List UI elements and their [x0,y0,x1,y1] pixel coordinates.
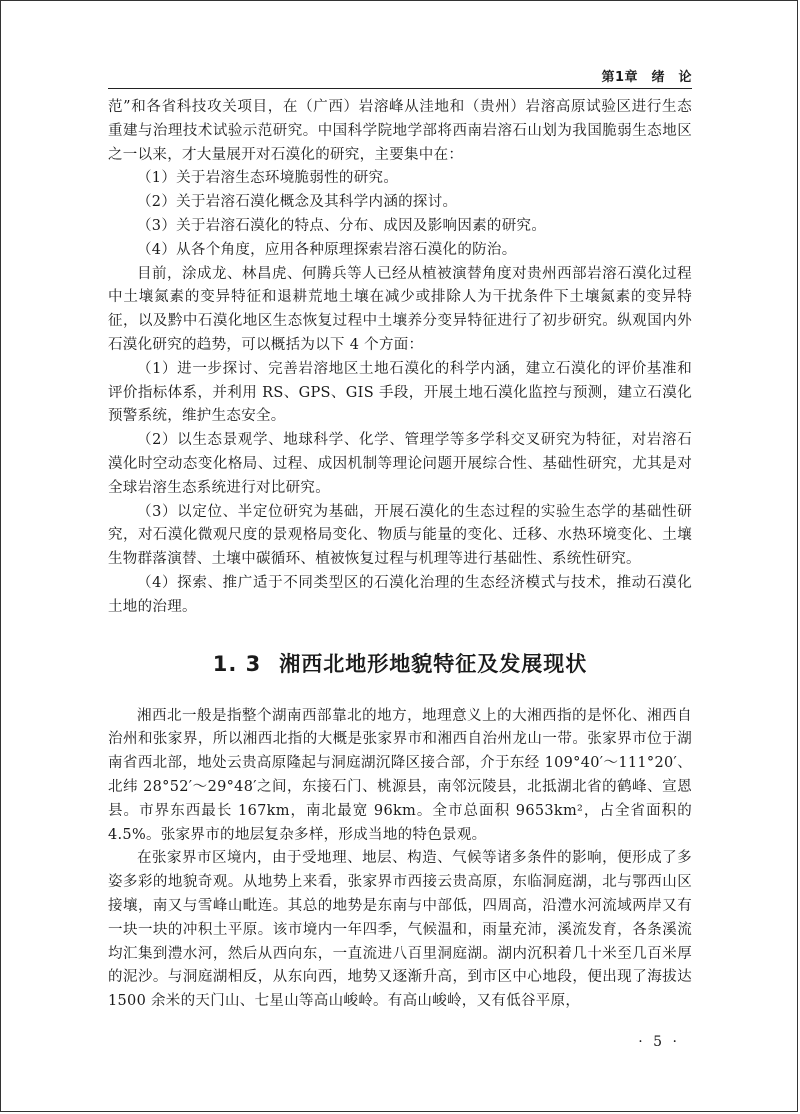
list-item: （3）以定位、半定位研究为基础，开展石漠化的生态过程的实验生态学的基础性研究，对石漠化微观尺度的景观格局变化、物质与能量的变化、迁移、水热环境变化、土壤生物群落演替、土壤中碳循环、植被恢复过程与机理等进行基础性、系统性研究。 [108,503,692,568]
running-header [108,64,692,89]
paragraph: 在张家界市区境内，由于受地理、地层、构造、气候等诸多条件的影响，便形成了多姿多彩的地貌奇观。从地势上来看，张家界市西接云贵高原，东临洞庭湖，北与鄂西山区接壤，南又与雪峰山毗连。其总的地势是东南与中部低，四周高，沿澧水河流域两岸又有一块一块的冲积土平原。该市境内一年四季，气候温和，雨量充沛，溪流发育，各条溪流均汇集到澧水河，然后从西向东，一直流进八百里洞庭湖。湖内沉积着几十米至几百米厚的泥沙。与洞庭湖相反，从东向西，地势又逐渐升高，到市区中心地段，便出现了海拔达 1500 余米的天门山、七星山等高山峻岭。有高山峻岭，又有低谷平原， [108,850,692,1010]
list-item: （4）探索、推广适于不同类型区的石漠化治理的生态经济模式与技术，推动石漠化土地的治理。 [108,574,692,615]
paragraph: 目前，涂成龙、林昌虎、何腾兵等人已经从植被演替角度对贵州西部岩溶石漠化过程中土壤氮素的变异特征和退耕荒地土壤在减少或排除人为干扰条件下土壤氮素的变异特征，以及黔中石漠化地区生态恢复过程中土壤养分变异特征进行了初步研究。纵观国内外石漠化研究的趋势，可以概括为以下 4 个方面： [108,265,692,353]
paragraph: 湘西北一般是指整个湖南西部靠北的地方，地理意义上的大湘西指的是怀化、湘西自治州和张家界，所以湘西北指的大概是张家界市和湘西自治州龙山一带。张家界市位于湖南省西北部，地处云贵高原隆起与洞庭湖沉降区接合部，介于东经 109°40′～111°20′、北纬 28°52′～29°48′之间，东接石门、桃源县，南邻沅陵县，北抵湖北省的鹤峰、宣恩县。市界东西最长 167km，南北最宽 96km。全市总面积 9653km²，占全省面积的 4.5%。张家界市的地层复杂多样，形成当地的特色景观。 [108,707,692,843]
list-item: （1）进一步探讨、完善岩溶地区土地石漠化的科学内涵，建立石漠化的评价基准和评价指标体系，并利用 RS、GPS、GIS 手段，开展土地石漠化监控与预测，建立石漠化预警系统，维护生态安全。 [108,360,692,425]
chapter-header: 第1章 绪 论 [601,70,692,85]
list-item: （2）以生态景观学、地球科学、化学、管理学等多学科交叉研究为特征，对岩溶石漠化时空动态变化格局、过程、成因机制等理论问题开展综合性、基础性研究，尤其是对全球岩溶生态系统进行对比研究。 [108,432,692,496]
list-item: （3）关于岩溶石漠化的特点、分布、成因及影响因素的研究。 [137,217,547,234]
paragraph: 范”和各省科技攻关项目，在（广西）岩溶峰从洼地和（贵州）岩溶高原试验区进行生态重建与治理技术试验示范研究。中国科学院地学部将西南岩溶石山划为我国脆弱生态地区之一以来，才大量展开对石漠化的研究，主要集中在： [108,99,692,163]
body-content [108,96,692,1014]
list-item: （2）关于岩溶石漠化概念及其科学内涵的探讨。 [137,194,458,211]
page-number: · 5 · [638,1034,680,1050]
section-heading [108,648,692,678]
section-number: 1. 3 [212,651,262,676]
section-title: 湘西北地形地貌特征及发展现状 [279,651,588,676]
list-item: （4）从各个角度，应用各种原理探索岩溶石漠化的防治。 [137,241,517,258]
list-item: （1）关于岩溶生态环境脆弱性的研究。 [137,170,399,187]
